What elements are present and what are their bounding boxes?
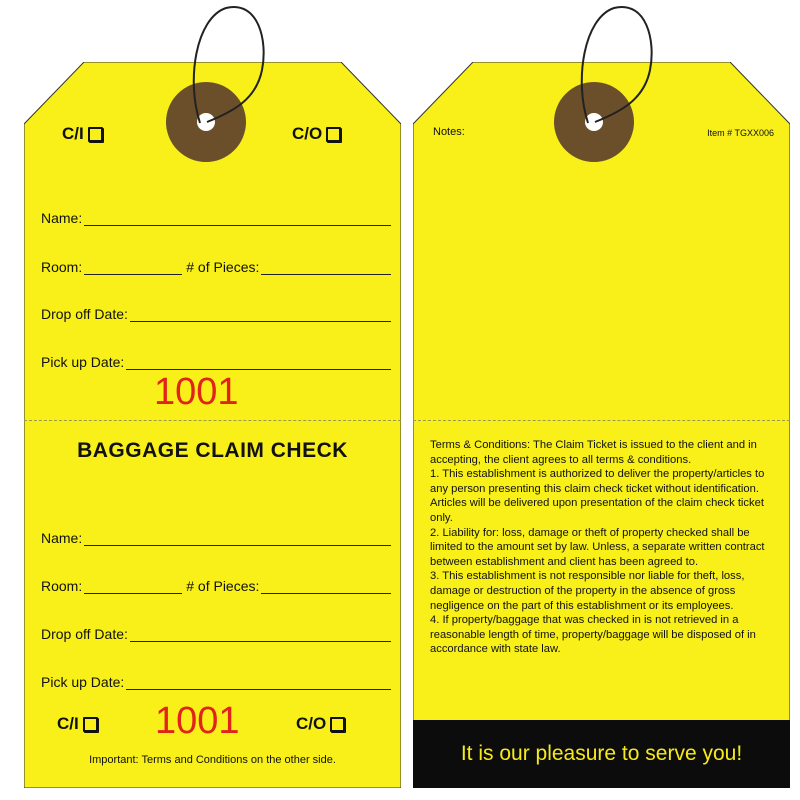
- notes-label: Notes:: [433, 126, 465, 138]
- pieces-line[interactable]: [261, 579, 391, 594]
- checkbox-icon[interactable]: [83, 717, 98, 732]
- checkbox-icon[interactable]: [330, 717, 345, 732]
- room-line[interactable]: [84, 260, 182, 275]
- dropoff-line[interactable]: [130, 307, 391, 322]
- name-line[interactable]: [84, 211, 391, 226]
- terms-reference-note: Important: Terms and Conditions on the other side.: [89, 754, 336, 766]
- name-field-bottom[interactable]: [41, 526, 391, 546]
- item-number: Item # TGXX006: [707, 128, 774, 138]
- claim-tag-back: [413, 62, 790, 788]
- name-field-top[interactable]: [41, 206, 391, 226]
- checkout-checkbox-bottom[interactable]: [296, 714, 345, 734]
- perforation-line[interactable]: [24, 420, 401, 421]
- pickup-field-bottom[interactable]: [41, 670, 391, 690]
- ticket-number-bottom: 1001: [155, 700, 240, 742]
- slogan-band: [413, 720, 790, 788]
- slogan-text: It is our pleasure to serve you!: [460, 742, 743, 765]
- checkin-checkbox-top[interactable]: [62, 124, 103, 144]
- pieces-label: # of Pieces:: [186, 259, 260, 275]
- room-pieces-row-bottom: [41, 574, 391, 594]
- ticket-number-top: 1001: [154, 371, 239, 413]
- dropoff-field-bottom[interactable]: [41, 622, 391, 642]
- tag-back-background: [413, 62, 790, 788]
- room-label: Room:: [41, 578, 83, 594]
- checkin-label: C/I: [62, 124, 84, 143]
- checkbox-icon[interactable]: [88, 127, 103, 142]
- terms-and-conditions: [430, 438, 776, 657]
- pieces-label: # of Pieces:: [186, 578, 260, 594]
- eyelet-icon: [554, 82, 634, 162]
- pieces-line[interactable]: [261, 260, 391, 275]
- room-line[interactable]: [84, 579, 182, 594]
- terms-clause-2: 2. Liability for: loss, damage or theft of property checked shall be limited to the amount set by law. Unless, a separate written contract between establishment and client has been agreed to.: [430, 526, 765, 568]
- dropoff-line[interactable]: [130, 627, 391, 642]
- perforation-line[interactable]: [413, 420, 790, 421]
- claim-tag-front: [24, 62, 401, 788]
- checkin-label: C/I: [57, 714, 79, 733]
- pickup-line[interactable]: [126, 675, 391, 690]
- room-label: Room:: [41, 259, 83, 275]
- checkout-label: C/O: [296, 714, 327, 733]
- pickup-label: Pick up Date:: [41, 674, 125, 690]
- room-pieces-row-top: [41, 255, 391, 275]
- eyelet-icon: [166, 82, 246, 162]
- terms-intro: Terms & Conditions: The Claim Ticket is issued to the client and in accepting, the client agrees to all terms & conditions.: [430, 439, 757, 466]
- pickup-line[interactable]: [126, 355, 391, 370]
- tag-title: BAGGAGE CLAIM CHECK: [77, 439, 348, 462]
- name-line[interactable]: [84, 531, 391, 546]
- checkbox-icon[interactable]: [326, 127, 341, 142]
- terms-clause-1: 1. This establishment is authorized to deliver the property/articles to any person presenting this claim check ticket without identification. Articles will be delivered upon presentation of the claim check ticket only.: [430, 468, 765, 524]
- dropoff-label: Drop off Date:: [41, 306, 128, 322]
- dropoff-field-top[interactable]: [41, 302, 391, 322]
- pickup-label: Pick up Date:: [41, 354, 125, 370]
- terms-clause-3: 3. This establishment is not responsible nor liable for theft, loss, damage or destruction of the property in the absence of gross negligence on the part of this establishment or its employees.: [430, 570, 745, 612]
- pickup-field-top[interactable]: [41, 350, 391, 370]
- terms-clause-4: 4. If property/baggage that was checked in is not retrieved in a reasonable length of time, property/baggage will be disposed of in accordance with state law.: [430, 614, 756, 656]
- checkin-checkbox-bottom[interactable]: [57, 714, 98, 734]
- dropoff-label: Drop off Date:: [41, 626, 128, 642]
- name-label: Name:: [41, 530, 83, 546]
- checkout-label: C/O: [292, 124, 323, 143]
- checkout-checkbox-top[interactable]: [292, 124, 341, 144]
- name-label: Name:: [41, 210, 83, 226]
